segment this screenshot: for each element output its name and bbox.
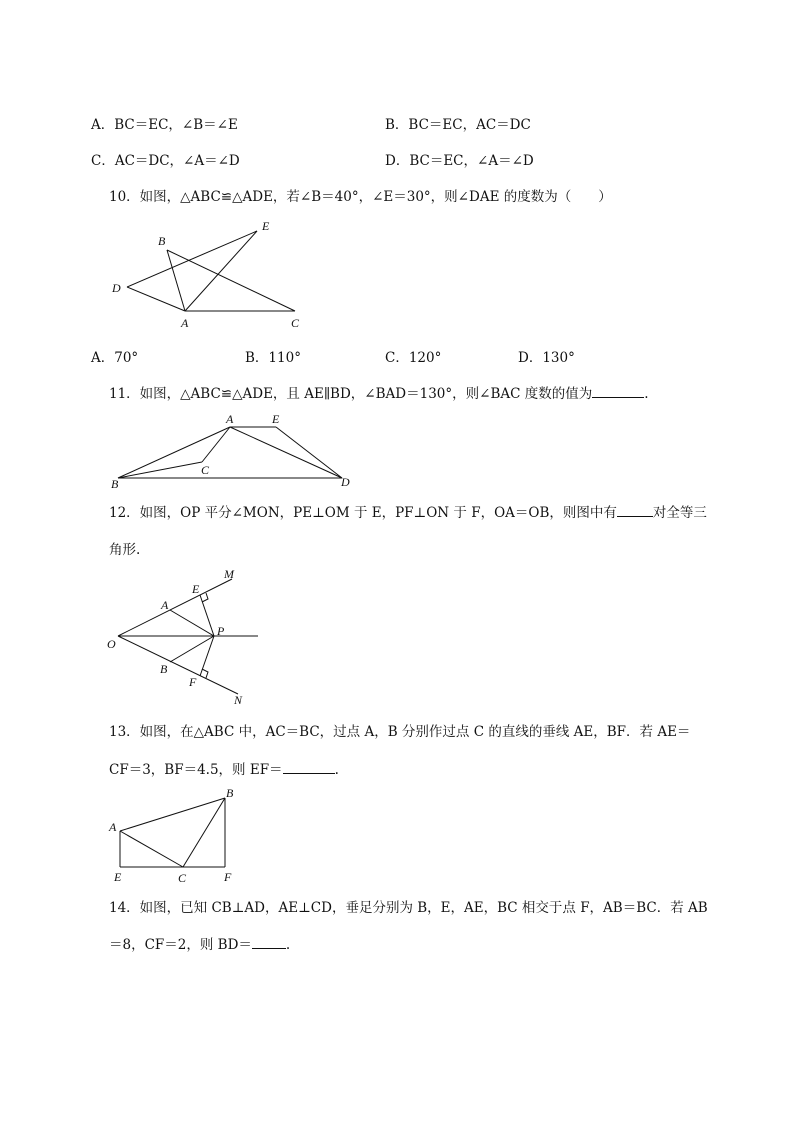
q11-segment-ab	[118, 427, 230, 478]
q13-segment-ab	[120, 798, 225, 831]
q12-label-o: O	[107, 637, 116, 651]
q12-figure	[104, 566, 274, 710]
q9-option-c: C．AC＝DC，∠A＝∠D	[91, 153, 240, 169]
q12-ray-on	[118, 636, 238, 694]
q13-label-e: E	[114, 870, 122, 884]
q13-stem-line1: 13．如图，在△ABC 中，AC＝BC，过点 A，B 分别作过点 C 的直线的垂线 AE，BF．若 AE＝	[109, 724, 691, 740]
q12-stem-line1	[109, 501, 707, 521]
q12-label-e: E	[192, 582, 200, 596]
q10-segment-ae	[185, 231, 257, 311]
q12-label-a: A	[161, 598, 169, 612]
q11-label-d: D	[341, 475, 350, 489]
q10-option-a: A．70°	[91, 350, 139, 366]
q9-option-d: D．BC＝EC，∠A＝∠D	[385, 153, 534, 169]
q14-stem-line2	[109, 933, 290, 953]
q10-segment-ad	[127, 287, 185, 311]
q10-label-c: C	[291, 316, 300, 330]
q10-label-e: E	[262, 219, 270, 233]
q10-figure	[105, 215, 315, 335]
q10-label-d: D	[112, 281, 121, 295]
q10-segment-ab	[167, 250, 185, 311]
q12-stem-text: 12．如图，OP 平分∠MON，PE⊥OM 于 E，PF⊥ON 于 F，OA＝OB，则图中有	[109, 505, 617, 521]
q14-answer-blank[interactable]	[252, 936, 286, 949]
q12-segment-bp	[170, 636, 214, 662]
q10-option-d: D．130°	[518, 350, 575, 366]
q11-figure	[108, 410, 358, 490]
q13-segment-bc	[183, 798, 225, 867]
q11-label-c: C	[201, 463, 210, 477]
q14-stem-end: .	[285, 937, 291, 953]
q12-segment-ap	[170, 610, 214, 636]
q12-stem-tail: 对全等三	[652, 505, 707, 521]
q12-label-f: F	[189, 675, 197, 689]
q10-option-b: B．110°	[245, 350, 301, 366]
q11-label-a: A	[226, 412, 234, 426]
q13-label-f: F	[224, 870, 232, 884]
q10-label-a: A	[181, 316, 189, 330]
q12-segment-pe	[200, 595, 214, 636]
q12-answer-blank[interactable]	[617, 504, 653, 517]
q11-segment-ac	[202, 427, 230, 462]
q13-label-a: A	[109, 820, 117, 834]
q9-option-a: A．BC＝EC，∠B＝∠E	[91, 117, 238, 133]
q11-segment-bc	[118, 462, 202, 478]
q13-stem-line2	[109, 758, 339, 778]
q11-label-e: E	[272, 412, 280, 426]
q12-segment-pf	[200, 636, 214, 676]
q13-stem-end: .	[334, 762, 339, 778]
q11-answer-blank[interactable]	[592, 385, 644, 398]
q11-stem-text: 11．如图，△ABC≌△ADE，且 AE∥BD，∠BAD＝130°，则∠BAC 度数的值为	[109, 386, 593, 402]
q12-right-angle-e	[202, 593, 208, 602]
q13-segment-ac	[120, 831, 183, 867]
q12-label-m: M	[224, 567, 234, 581]
q12-label-b: B	[160, 662, 168, 676]
q13-label-b: B	[226, 786, 234, 800]
q10-segment-de	[127, 231, 257, 287]
q10-label-b: B	[158, 234, 166, 248]
q10-option-c: C．120°	[385, 350, 442, 366]
q12-label-n: N	[234, 693, 243, 707]
q13-figure	[106, 785, 246, 885]
q10-stem: 10．如图，△ABC≌△ADE，若∠B＝40°，∠E＝30°，则∠DAE 的度数为（ ）	[109, 189, 612, 205]
q12-ray-om	[118, 579, 232, 636]
q13-answer-blank[interactable]	[283, 761, 335, 774]
q13-stem-text: CF＝3，BF＝4.5，则 EF＝	[109, 762, 283, 778]
q14-stem-text: ＝8，CF＝2，则 BD＝	[109, 937, 252, 953]
q11-stem	[109, 382, 649, 402]
q14-stem-line1: 14．如图，已知 CB⊥AD，AE⊥CD，垂足分别为 B，E，AE，BC 相交于点 F，AB＝BC．若 AB	[109, 900, 708, 916]
q12-label-p: P	[217, 624, 225, 638]
q11-label-b: B	[111, 477, 119, 490]
q13-label-c: C	[178, 871, 187, 885]
q9-option-b: B．BC＝EC，AC＝DC	[385, 117, 531, 133]
q11-stem-end: .	[644, 386, 649, 402]
q12-stem-line2: 角形.	[109, 542, 141, 558]
